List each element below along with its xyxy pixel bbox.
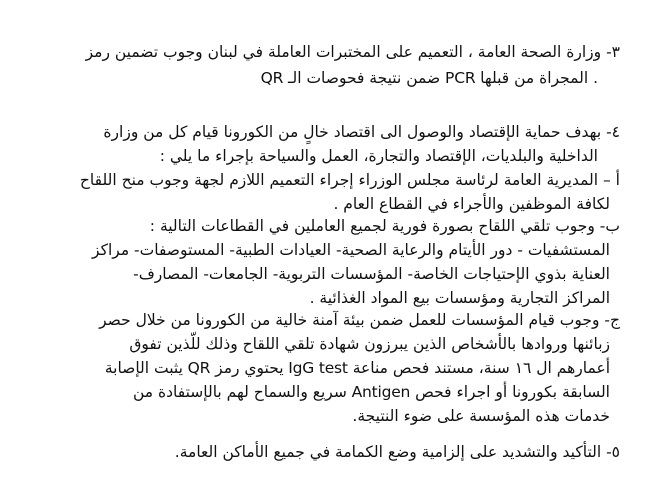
item-4c-line-4: السابقة بكورونا أو اجراء فحص Antigen سريع والسماح لهم بالإستفادة من bbox=[132, 383, 610, 401]
item-4c-line-3: أعمارهم ال ١٦ سنة، مستند فحص مناعة IgG test يحتوي رمز QR يثبت الإصابة bbox=[104, 359, 610, 377]
item-4b-line-4: المراكز التجارية ومؤسسات بيع المواد الغذائية . bbox=[309, 289, 610, 307]
item-4b-line-3: العناية بذوي الإحتياجات الخاصة- المؤسسات التربوية- الجامعات- المصارف- bbox=[133, 265, 610, 283]
item-4b-line-2: المستشفيات - دور الأيتام والرعاية الصحية- العيادات الطبية- المستوصفات- مراكز bbox=[92, 241, 610, 259]
item-4a-line-2: لكافة الموظفين والأجراء في القطاع العام . bbox=[333, 195, 610, 213]
item-4c-line-5: خدمات هذه المؤسسة على ضوء النتيجة. bbox=[352, 407, 610, 425]
item-4c-line-1: ج- وجوب قيام المؤسسات للعمل ضمن بيئة آمنة خالية من الكورونا من خلال حصر bbox=[99, 311, 620, 329]
item-4a-line-1: أ – المديرية العامة لرئاسة مجلس الوزراء إجراء التعميم اللازم لجهة وجوب منح اللقاح bbox=[79, 171, 620, 189]
item-4-line-2: الداخلية والبلديات، الإقتصاد والتجارة، العمل والسياحة بإجراء ما يلي : bbox=[159, 147, 598, 165]
item-5-line-1: ٥- التأكيد والتشديد على إلزامية وضع الكمامة في جميع الأماكن العامة. bbox=[174, 443, 620, 461]
item-3-line-1: ٣- وزارة الصحة العامة ، التعميم على المختبرات العاملة في لبنان وجوب تضمين رمز bbox=[85, 43, 620, 61]
item-4c-line-2: زبائنها وروادها بالأشخاص الذين يبرزون شهادة تلقي اللقاح وذلك للّذين تفوق bbox=[129, 335, 610, 353]
item-4-line-1: ٤- بهدف حماية الإقتصاد والوصول الى اقتصاد خالٍ من الكورونا قيام كل من وزارة bbox=[103, 123, 620, 141]
item-4b-line-1: ب- وجوب تلقي اللقاح بصورة فورية لجميع العاملين في القطاعات التالية : bbox=[149, 217, 620, 235]
item-3-line-2: QR ضمن نتيجة فحوصات الـ PCR المجراة من قبلها . bbox=[260, 69, 598, 87]
